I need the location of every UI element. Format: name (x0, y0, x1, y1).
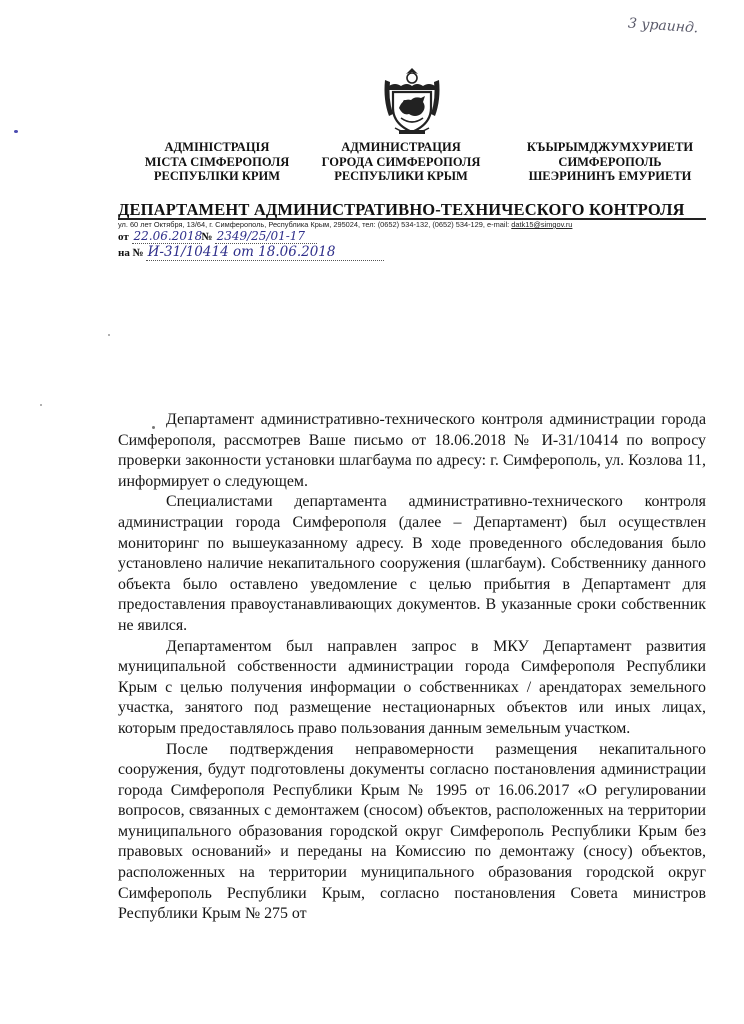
header-line: МІСТА СІМФЕРОПОЛЯ (144, 154, 290, 169)
body-paragraph: После подтверждения неправомерности размещения некапитального сооружения, будут подготовлены документы согласно постановления администрации города Симферополя Республики Крым № 1995 от 16.06.2017 «О регулировании вопросов, связанных с демонтажем (сносом) объектов, расположенных на территории муниципального образования городской округ Симферополь Республики Крым без правовых оснований» и переданы на Комиссию по демонтажу (сносу) объектов, расположенных на территории муниципального образования городской округ Симферополь Республики Крым, согласно постановления Совета министров Республики Крым № 275 от (118, 740, 706, 923)
header-column-crimean-tatar (512, 140, 708, 184)
department-address (118, 220, 572, 229)
ink-mark (14, 130, 18, 133)
address-text: ул. 60 лет Октября, 13/64, г. Симферополь, Республика Крым, 295024, тел: (0652) 534-132, (0652) 534-129, e-mail: (118, 220, 510, 229)
header-line: СИМФЕРОПОЛЬ (558, 154, 662, 169)
outgoing-number: 2349/25/01-17 (215, 229, 317, 244)
header-line: КЪЫРЫМДЖУМХУРИЕТИ (526, 140, 694, 154)
body-paragraph: Специалистами департамента административно-технического контроля администрации города Симферополя (далее – Департамент) был осуществлен мониторинг по вышеуказанному адресу. В ходе проведенного обследования было установлено наличие некапитального сооружения (шлагбаум). Собственнику данного объекта было оставлено уведомление с целью прибытия в Департамент для предоставления правоустанавливающих документов. В указанные сроки собственник не явился. (118, 493, 706, 634)
incoming-number: И-31/10414 от 18.06.2018 (146, 244, 384, 261)
header-line: ГОРОДА СИМФЕРОПОЛЯ (321, 154, 481, 169)
letter-body (118, 410, 706, 925)
ink-mark (108, 334, 110, 336)
email-link[interactable]: datk15@simgov.ru (511, 220, 573, 229)
header-line: АДМІНІСТРАЦІЯ (164, 140, 270, 154)
header-column-russian (308, 140, 494, 184)
coat-of-arms-icon (381, 66, 443, 138)
body-paragraph: Департаментом был направлен запрос в МКУ Департамент развития муниципальной собственности администрации города Симферополя Республики Крым с целью получения информации о собственниках / арендаторах земельного участка, занятого под размещение нестационарных объектов или иных лицах, которым предоставлялось право пользования данным земельным участком. (118, 637, 706, 737)
department-title: ДЕПАРТАМЕНТ АДМИНИСТРАТИВНО-ТЕХНИЧЕСКОГО КОНТРОЛЯ (118, 200, 685, 219)
header-column-ukrainian (128, 140, 306, 184)
from-label: от (118, 231, 129, 243)
header-line: АДМИНИСТРАЦИЯ (341, 140, 461, 154)
ink-mark (152, 426, 155, 429)
ink-mark (40, 404, 42, 406)
outgoing-reference (118, 229, 317, 244)
number-label: № (201, 231, 213, 243)
header-line: ШЕЭРИНИНЪ ЕМУРИЕТИ (528, 169, 692, 183)
body-paragraph: Департамент административно-технического контроля администрации города Симферополя, рассмотрев Ваше письмо от 18.06.2018 № И-31/10414 по вопросу проверки законности установки шлагбаума по адресу: г. Симферополь, ул. Козлова 11, информирует о следующем. (118, 411, 706, 490)
header-line: РЕСПУБЛІКИ КРИМ (153, 169, 281, 183)
header-line: РЕСПУБЛИКИ КРЫМ (334, 169, 468, 183)
outgoing-date: 22.06.2018 (133, 229, 203, 243)
handwritten-note: 3 ураинд. (627, 15, 699, 37)
on-label: на № (118, 247, 144, 259)
incoming-reference (118, 244, 384, 261)
